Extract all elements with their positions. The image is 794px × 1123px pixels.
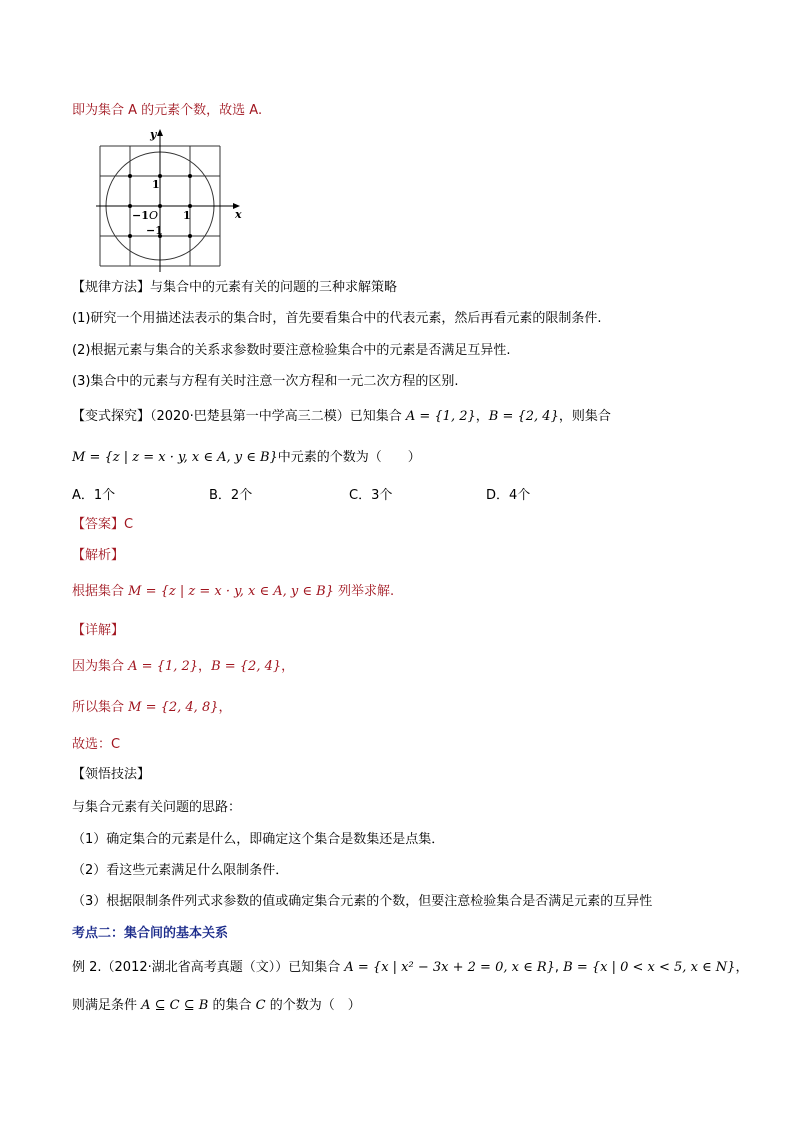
example-line2-prefix: 则满足条件 bbox=[72, 998, 142, 1013]
lattice-point bbox=[128, 234, 132, 238]
detail-label: 【详解】 bbox=[72, 623, 125, 638]
choice-d: D．4个 bbox=[486, 488, 531, 503]
detail-line-1 bbox=[72, 658, 294, 676]
lattice-circle-figure bbox=[92, 126, 252, 276]
variant-set-b: B = {2, 4} bbox=[488, 409, 559, 424]
example-set-b: B = {x | 0 < x < 5, x ∈ N} bbox=[563, 960, 736, 975]
analysis-line bbox=[72, 583, 394, 601]
insight-title: 与集合元素有关问题的思路： bbox=[72, 800, 242, 815]
tick-pos-x: 1 bbox=[183, 209, 191, 222]
variant-question: 中元素的个数为（ ） bbox=[277, 450, 421, 465]
detail1-set-a: A = {1, 2} bbox=[128, 659, 199, 674]
variant-question-line2 bbox=[72, 449, 421, 467]
insight-label: 【领悟技法】 bbox=[72, 767, 151, 782]
variant-comma: ， bbox=[475, 409, 489, 424]
variant-set-m: M = {z | z = x · y, x ∈ A, y ∈ B} bbox=[72, 450, 278, 465]
detail1-end: ， bbox=[281, 659, 295, 674]
y-axis-arrow bbox=[157, 129, 163, 136]
tick-neg-x: −1 bbox=[132, 209, 149, 222]
answer-line: 【答案】C bbox=[72, 517, 134, 532]
detail2-prefix: 所以集合 bbox=[72, 700, 129, 715]
analysis-label: 【解析】 bbox=[72, 548, 125, 563]
variant-label: 【变式探究】（2020·巴楚县第一中学高三二模）已知集合 bbox=[72, 409, 406, 424]
choices-row bbox=[72, 487, 672, 505]
example-line2-end: 的个数为（ ） bbox=[265, 998, 361, 1013]
tick-pos-y: 1 bbox=[152, 178, 160, 191]
tick-neg-y: −1 bbox=[146, 224, 163, 237]
origin-label: O bbox=[149, 209, 159, 222]
chosen-line: 故选：C bbox=[72, 737, 121, 752]
method-point-1: (1)研究一个用描述法表示的集合时，首先要看集合中的代表元素，然后再看元素的限制条件. bbox=[72, 311, 602, 326]
x-axis-label: x bbox=[235, 208, 242, 221]
example-prefix: 例 2.（2012·湖北省高考真题（文））已知集合 bbox=[72, 960, 345, 975]
lattice-point bbox=[158, 204, 162, 208]
method-title: 【规律方法】与集合中的元素有关的问题的三种求解策略 bbox=[72, 280, 398, 295]
lattice-point bbox=[188, 174, 192, 178]
analysis-set: M = {z | z = x · y, x ∈ A, y ∈ B} bbox=[128, 584, 334, 599]
example-set-c: C bbox=[255, 998, 266, 1013]
section-heading: 考点二：集合间的基本关系 bbox=[72, 926, 229, 941]
insight-step-1: （1）确定集合的元素是什么，即确定这个集合是数集还是点集． bbox=[72, 832, 445, 847]
variant-tail: ，则集合 bbox=[558, 409, 611, 424]
lattice-point bbox=[188, 234, 192, 238]
detail1-prefix: 因为集合 bbox=[72, 659, 129, 674]
analysis-prefix: 根据集合 bbox=[72, 584, 129, 599]
detail1-set-b: B = {2, 4} bbox=[211, 659, 282, 674]
insight-step-2: （2）看这些元素满足什么限制条件． bbox=[72, 863, 289, 878]
choice-b: B．2个 bbox=[209, 488, 253, 503]
example-set-a: A = {x | x² − 3x + 2 = 0, x ∈ R} bbox=[344, 960, 555, 975]
insight-step-3: （3）根据限制条件列式求参数的值或确定集合元素的个数，但要注意检验集合是否满足元素的互异性 bbox=[72, 894, 653, 909]
choice-c: C．3个 bbox=[349, 488, 393, 503]
example-line2-mid: 的集合 bbox=[208, 998, 256, 1013]
variant-question-line1 bbox=[72, 408, 611, 426]
method-point-3: (3)集合中的元素与方程有关时注意一次方程和一元二次方程的区别. bbox=[72, 374, 459, 389]
detail2-set: M = {2, 4, 8} bbox=[128, 700, 219, 715]
detail2-end: ， bbox=[218, 700, 232, 715]
variant-set-a: A = {1, 2} bbox=[405, 409, 476, 424]
example-comma: , bbox=[554, 960, 564, 975]
detail-line-2 bbox=[72, 699, 232, 717]
example-line-1 bbox=[72, 959, 748, 977]
lattice-point bbox=[128, 204, 132, 208]
choice-a: A．1个 bbox=[72, 488, 116, 503]
method-point-2: (2)根据元素与集合的关系求参数时要注意检验集合中的元素是否满足互异性. bbox=[72, 343, 511, 358]
y-axis-label: y bbox=[150, 128, 157, 141]
example-condition: A ⊆ C ⊆ B bbox=[141, 998, 209, 1013]
detail1-mid: ， bbox=[198, 659, 212, 674]
example-line-2 bbox=[72, 997, 361, 1015]
lattice-point bbox=[188, 204, 192, 208]
intro-line: 即为集合 A 的元素个数，故选 A. bbox=[72, 103, 263, 118]
lattice-point bbox=[128, 174, 132, 178]
example-end: ， bbox=[735, 960, 749, 975]
analysis-suffix: 列举求解. bbox=[333, 584, 395, 599]
